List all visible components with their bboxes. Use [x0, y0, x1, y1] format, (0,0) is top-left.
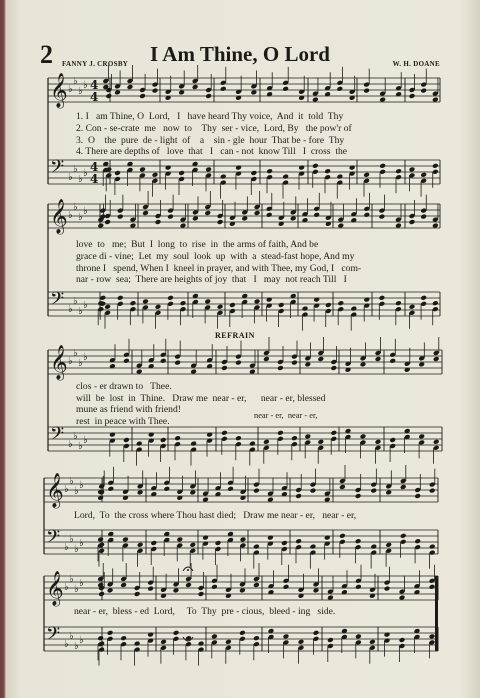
note-head	[253, 582, 260, 588]
note-head	[130, 300, 137, 306]
flat-icon: ♭	[83, 80, 88, 91]
flat-icon: ♭	[73, 164, 78, 175]
flat-icon: ♭	[78, 441, 83, 452]
note-head	[104, 304, 111, 310]
note-head	[165, 165, 172, 171]
flat-icon: ♭	[69, 574, 74, 585]
flat-icon: ♭	[78, 212, 83, 223]
note-head	[137, 542, 144, 548]
composer-credit: W. H. DOANE	[392, 60, 440, 68]
note-head	[123, 437, 130, 443]
verse-1-line-2: love to me; But I long to rise in the arms of faith, And be	[76, 239, 319, 250]
alto-echo: near - er, near - er,	[254, 411, 318, 420]
note-head	[339, 533, 346, 539]
note-head	[420, 88, 427, 94]
note-head	[263, 439, 270, 445]
note-head	[249, 441, 256, 447]
note-head	[176, 536, 183, 542]
note-head	[142, 298, 149, 304]
note-head	[379, 163, 386, 169]
note-head	[399, 637, 406, 643]
note-head	[389, 437, 396, 443]
note-head	[432, 300, 439, 306]
note-head	[277, 430, 284, 436]
refrain-line-3: mune as friend with friend!	[76, 404, 181, 415]
note-head	[384, 586, 391, 592]
flat-icon: ♭	[73, 202, 78, 213]
note-head	[312, 163, 319, 169]
time-sig-top: 4	[90, 160, 99, 174]
note-head	[278, 302, 285, 308]
note-head	[310, 544, 317, 550]
note-head	[363, 297, 370, 303]
flat-icon: ♭	[68, 210, 73, 221]
hymn-title: I Am Thine, O Lord	[150, 42, 330, 66]
note-head	[418, 433, 425, 439]
note-head	[235, 360, 242, 366]
note-head	[240, 536, 247, 542]
note-head	[107, 486, 114, 492]
note-head	[107, 630, 114, 636]
flat-icon: ♭	[79, 538, 84, 549]
note-head	[385, 542, 392, 548]
note-head	[254, 298, 261, 304]
note-head	[360, 433, 367, 439]
note-head	[109, 432, 116, 438]
note-head	[221, 430, 228, 436]
note-head	[174, 360, 181, 366]
note-head	[429, 584, 436, 590]
note-head	[211, 584, 218, 590]
bass-clef-icon: 𝄢	[50, 157, 65, 182]
treble-clef-icon: 𝄞	[50, 73, 68, 108]
flat-icon: ♭	[68, 172, 73, 183]
note-head	[117, 214, 124, 220]
note-head	[395, 168, 402, 174]
verse-4-line-2: nar - row sea; There are heights of joy that I may not reach Till I	[76, 274, 347, 285]
note-head	[127, 84, 134, 90]
refrain-line-2: will be lost in Thine. Draw me near - er, near - er, blessed	[76, 393, 326, 404]
note-head	[99, 295, 106, 301]
note-head	[355, 538, 362, 544]
time-sig-bottom: 4	[90, 172, 99, 186]
note-head	[324, 535, 331, 541]
note-head	[395, 300, 402, 306]
note-head	[304, 433, 311, 439]
treble-clef-icon: 𝄞	[50, 345, 68, 380]
flat-icon: ♭	[83, 206, 88, 217]
note-head	[221, 365, 228, 371]
note-head	[139, 166, 146, 172]
refrain-line-1: clos - er drawn to Thee.	[76, 381, 172, 392]
note-head	[337, 86, 344, 92]
note-head	[282, 174, 289, 180]
note-head	[379, 214, 386, 220]
note-head	[370, 488, 377, 494]
treble-clef-icon: 𝄞	[46, 473, 64, 508]
note-head	[420, 214, 427, 220]
note-head	[253, 488, 260, 494]
note-head	[355, 584, 362, 590]
note-head	[198, 641, 205, 647]
verse-2-line-2: grace di - vine; Let my soul look up with a stead-fast hope, And my	[76, 251, 355, 262]
note-head	[317, 439, 324, 445]
note-head	[266, 212, 273, 218]
flat-icon: ♭	[74, 641, 79, 652]
note-head	[363, 88, 370, 94]
note-head	[215, 540, 222, 546]
note-head	[178, 170, 185, 176]
flat-icon: ♭	[73, 431, 78, 442]
flat-icon: ♭	[73, 296, 78, 307]
note-head	[97, 635, 104, 641]
flat-icon: ♭	[74, 486, 79, 497]
note-head	[136, 441, 143, 447]
note-head	[235, 165, 242, 171]
note-head	[134, 641, 141, 647]
note-head	[254, 210, 261, 216]
note-head	[355, 633, 362, 639]
note-head	[389, 358, 396, 364]
note-head	[339, 484, 346, 490]
note-head	[217, 219, 224, 225]
note-head	[267, 535, 274, 541]
flat-icon: ♭	[78, 358, 83, 369]
note-head	[205, 166, 212, 172]
note-head	[420, 172, 427, 178]
verse-3-line-1: 3. O the pure de - light of a sin - gle hour That be - fore Thy	[76, 135, 345, 146]
flat-icon: ♭	[73, 76, 78, 87]
note-head	[432, 163, 439, 169]
note-head	[400, 533, 407, 539]
treble-clef-icon: 𝄞	[50, 199, 68, 234]
refrain-label: REFRAIN	[215, 331, 255, 340]
note-head	[295, 493, 302, 499]
note-head	[206, 432, 213, 438]
note-head	[414, 493, 421, 499]
note-head	[139, 93, 146, 99]
note-head	[337, 174, 344, 180]
note-head	[167, 214, 174, 220]
flat-icon: ♭	[78, 86, 83, 97]
note-head	[330, 430, 337, 436]
note-head	[134, 591, 141, 597]
note-head	[363, 172, 370, 178]
note-head	[266, 168, 273, 174]
note-head	[310, 488, 317, 494]
note-head	[148, 432, 155, 438]
treble-clef-icon: 𝄞	[46, 571, 64, 606]
note-head	[263, 356, 270, 362]
note-head	[420, 295, 427, 301]
note-head	[239, 630, 246, 636]
note-head	[363, 212, 370, 218]
fermata-dot	[187, 569, 189, 571]
flat-icon: ♭	[79, 578, 84, 589]
note-head	[266, 297, 273, 303]
note-head	[429, 544, 436, 550]
note-head	[147, 586, 154, 592]
note-head	[152, 88, 159, 94]
note-head	[281, 540, 288, 546]
note-head	[355, 493, 362, 499]
note-head	[220, 174, 227, 180]
note-head	[414, 538, 421, 544]
note-head	[277, 365, 284, 371]
page-number: 2	[40, 40, 53, 69]
note-head	[160, 437, 167, 443]
flat-icon: ♭	[78, 174, 83, 185]
note-head	[253, 544, 260, 550]
flat-icon: ♭	[83, 168, 88, 179]
note-head	[189, 542, 196, 548]
note-head	[369, 639, 376, 645]
flat-icon: ♭	[68, 356, 73, 367]
note-head	[167, 295, 174, 301]
note-head	[205, 93, 212, 99]
note-head	[324, 168, 331, 174]
note-head	[327, 637, 334, 643]
note-head	[105, 93, 112, 99]
note-head	[317, 356, 324, 362]
bass-clef-icon: 𝄢	[46, 527, 61, 552]
note-head	[104, 219, 111, 225]
note-head	[204, 298, 211, 304]
note-head	[204, 210, 211, 216]
refrain-line-4: rest in peace with Thee.	[76, 416, 170, 427]
note-head	[298, 165, 305, 171]
note-head	[155, 219, 162, 225]
note-head	[283, 584, 290, 590]
flat-icon: ♭	[64, 582, 69, 593]
note-head	[147, 632, 154, 638]
verse-4-line-1: 4. There are depths of love that I can - not know Till I cross the	[76, 146, 348, 157]
note-head	[173, 630, 180, 636]
note-head	[337, 300, 344, 306]
note-head	[235, 435, 242, 441]
note-head	[217, 304, 224, 310]
note-head	[174, 435, 181, 441]
note-head	[370, 544, 377, 550]
note-head	[229, 302, 236, 308]
note-head	[160, 358, 167, 364]
note-head	[225, 639, 232, 645]
flat-icon: ♭	[68, 84, 73, 95]
note-head	[313, 297, 320, 303]
note-head	[409, 304, 416, 310]
flat-icon: ♭	[83, 300, 88, 311]
note-head	[253, 635, 260, 641]
note-head	[185, 582, 192, 588]
note-head	[313, 630, 320, 636]
note-head	[155, 304, 162, 310]
note-head	[220, 86, 227, 92]
note-head	[409, 93, 416, 99]
note-head	[227, 486, 234, 492]
flat-icon: ♭	[74, 544, 79, 555]
author-credit: FANNY J. CROSBY	[62, 60, 129, 68]
flat-icon: ♭	[83, 352, 88, 363]
final-barline	[435, 576, 438, 651]
note-head	[375, 439, 382, 445]
note-head	[433, 439, 440, 445]
flat-icon: ♭	[79, 480, 84, 491]
note-head	[150, 540, 157, 546]
note-head	[122, 536, 129, 542]
note-head	[190, 441, 197, 447]
flat-icon: ♭	[68, 304, 73, 315]
note-head	[298, 639, 305, 645]
verse-3-line-2: throne I spend, When I kneel in prayer, and with Thee, my God, I com-	[76, 263, 362, 274]
note-head	[98, 591, 105, 597]
note-head	[160, 639, 167, 645]
flat-icon: ♭	[79, 635, 84, 646]
flat-icon: ♭	[83, 435, 88, 446]
refrain-line-6: near - er, bless - ed Lord, To Thy pre - cious, bleed - ing side.	[74, 606, 336, 617]
bass-clef-icon: 𝄢	[50, 289, 65, 314]
note-head	[120, 635, 127, 641]
note-head	[202, 535, 209, 541]
flat-icon: ♭	[64, 484, 69, 495]
note-head	[375, 356, 382, 362]
note-head	[409, 166, 416, 172]
note-head	[192, 84, 199, 90]
note-head	[291, 435, 298, 441]
flat-icon: ♭	[69, 476, 74, 487]
note-head	[429, 633, 436, 639]
time-sig-top: 4	[90, 78, 99, 92]
note-head	[180, 300, 187, 306]
note-head	[97, 536, 104, 542]
flat-icon: ♭	[64, 639, 69, 650]
bass-clef-icon: 𝄢	[46, 624, 61, 649]
verse-2-line-1: 2. Con - se-crate me now to Thy ser - vice, Lord, By the pow'r of	[76, 123, 352, 134]
flat-icon: ♭	[74, 584, 79, 595]
note-head	[163, 486, 170, 492]
flat-icon: ♭	[73, 348, 78, 359]
flat-icon: ♭	[69, 534, 74, 545]
note-head	[384, 632, 391, 638]
note-head	[152, 172, 159, 178]
note-head	[295, 538, 302, 544]
note-head	[120, 582, 127, 588]
verse-1-line-1: 1. I am Thine, O Lord, I have heard Thy voice, And it told Thy	[76, 111, 344, 122]
note-head	[283, 633, 290, 639]
note-head	[117, 295, 124, 301]
note-head	[429, 488, 436, 494]
flat-icon: ♭	[68, 439, 73, 450]
note-head	[400, 484, 407, 490]
note-head	[211, 633, 218, 639]
note-head	[433, 356, 440, 362]
flat-icon: ♭	[78, 306, 83, 317]
note-head	[313, 212, 320, 218]
refrain-line-5: Lord, To the cross where Thou hast died; Draw me near - er, near - er,	[74, 510, 357, 521]
note-head	[291, 360, 298, 366]
note-head	[379, 295, 386, 301]
note-head	[282, 86, 289, 92]
note-head	[251, 170, 258, 176]
note-head	[123, 358, 130, 364]
note-head	[198, 591, 205, 597]
bass-clef-icon: 𝄢	[50, 424, 65, 449]
note-head	[409, 219, 416, 225]
note-head	[142, 210, 149, 216]
note-head	[325, 302, 332, 308]
flat-icon: ♭	[64, 542, 69, 553]
note-head	[302, 306, 309, 312]
note-head	[330, 365, 337, 371]
note-head	[350, 306, 357, 312]
note-head	[349, 165, 356, 171]
note-head	[114, 170, 121, 176]
time-sig-bottom: 4	[90, 90, 99, 104]
flat-icon: ♭	[69, 631, 74, 642]
